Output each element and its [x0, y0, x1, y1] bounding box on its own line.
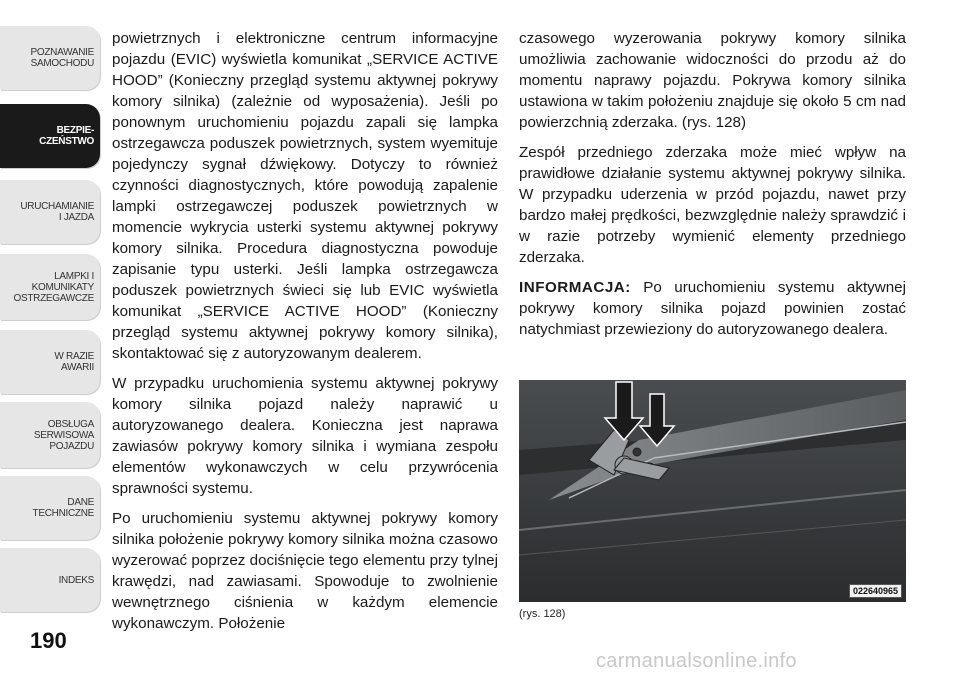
tab-label: URUCHAMIANIE I JAZDA — [20, 201, 94, 223]
tab-obsluga-serwisowa[interactable] — [0, 402, 100, 468]
paragraph: W przypadku uruchomienia systemu aktywnej pokrywy komory silnika pojazd należy naprawić u autoryzowanego dealera. Konieczna jest naprawa zawiasów pokrywy komory silnika i wymiana zespołu elementów wykonawczych w celu przywrócenia sprawności systemu. — [112, 375, 498, 497]
paragraph: czasowego wyzerowania pokrywy komory silnika umożliwia zachowanie widoczności do przodu aż do momentu naprawy pojazdu. Pokrywa komory silnika ustawiona w takim położeniu znajduje się około 5 cm nad powierzchnią zderzaka. (rys. 128) — [519, 30, 906, 131]
tab-label: POZNAWANIE SAMOCHODU — [30, 47, 94, 69]
tab-label: LAMPKI I KOMUNIKATY OSTRZEGAWCZE — [13, 270, 94, 304]
info-note — [519, 277, 906, 340]
page-number: 190 — [30, 628, 67, 653]
tab-lampki-i-komunikaty[interactable] — [0, 254, 100, 320]
tab-poznawanie-samochodu[interactable] — [0, 26, 100, 90]
tab-label: BEZPIE- CZEŃSTWO — [39, 125, 94, 147]
tab-w-razie-awarii[interactable] — [0, 330, 100, 394]
watermark: carmanualsonline.info — [596, 650, 797, 672]
hood-hinge-figure — [519, 380, 906, 602]
tab-uruchamianie-i-jazda[interactable] — [0, 180, 100, 244]
tab-label: W RAZIE AWARII — [54, 351, 94, 373]
right-text-column — [519, 28, 906, 349]
paragraph: Zespół przedniego zderzaka może mieć wpływ na prawidłowe działanie systemu aktywnej pokrywy silnika. W przypadku uderzenia w przód pojazdu, nawet przy bardzo małej prędkości, bezwzględnie należy sprawdzić i w razie potrzeby wymienić elementy przedniego zderzaka. — [519, 144, 906, 266]
sidebar-nav — [0, 0, 104, 678]
tab-label: INDEKS — [58, 574, 94, 586]
figure-caption: (rys. 128) — [519, 608, 566, 620]
figure-code: 022640965 — [849, 584, 902, 598]
tab-label: DANE TECHNICZNE — [32, 497, 94, 519]
info-label: INFORMACJA: — [519, 279, 631, 296]
paragraph: Po uruchomieniu systemu aktywnej pokrywy komory silnika położenie pokrywy komory silnika można czasowo wyzerować poprzez dociśnięcie tego elementu przy tylnej krawędzi, nad zawiasami. Spowoduje to zwolnienie wewnętrznego ciśnienia w każdym elemencie wykonawczym. Położenie — [112, 510, 498, 632]
info-text: Po uruchomieniu systemu aktywnej pokrywy komory silnika pojazd powinien zostać natychmiast przewieziony do autoryzowanego dealera. — [519, 279, 906, 338]
tab-indeks[interactable] — [0, 548, 100, 612]
paragraph: powietrznych i elektroniczne centrum informacyjne pojazdu (EVIC) wyświetla komunikat „SERVICE ACTIVE HOOD” (Konieczny przegląd systemu aktywnej pokrywy komory silnika) (zależnie od wyposażenia). Jeśli po ponownym uruchomieniu pojazdu zapali się lampka ostrzegawcza poduszek powietrznych, system wyemituje pojedynczy sygnał dźwiękowy. Dotyczy to również czynności diagnostycznych, które powodują zapalenie lampki ostrzegawczej poduszek powietrznych w momencie wykrycia usterki systemu aktywnej pokrywy komory silnika. Procedura diagnostyczna powoduje zapisanie typu usterki. Jeśli lampka ostrzegawcza poduszek powietrznych świeci się lub EVIC wyświetla komunikat „SERVICE ACTIVE HOOD” (Konieczny przegląd systemu aktywnej pokrywy komory silnika), skontaktować się z autoryzowanym dealerem. — [112, 30, 498, 362]
tab-dane-techniczne[interactable] — [0, 476, 100, 540]
tab-bezpieczenstwo[interactable] — [0, 104, 100, 168]
tab-label: OBSŁUGA SERWISOWA POJAZDU — [33, 418, 94, 452]
left-text-column — [112, 28, 498, 643]
hood-hinge-illustration — [519, 380, 906, 602]
